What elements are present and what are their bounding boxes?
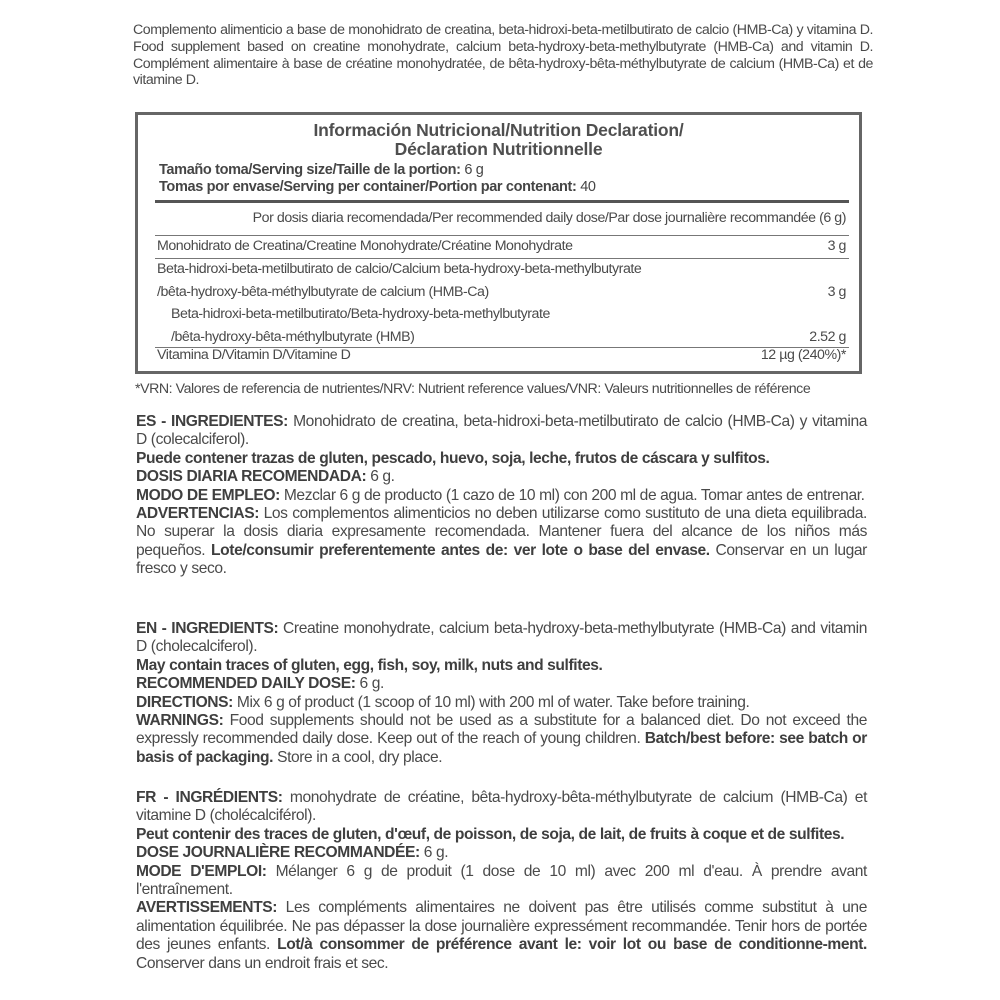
- nutrition-row-hmb-ca: [157, 258, 846, 304]
- es-warnings-label: ADVERTENCIAS:: [136, 505, 260, 523]
- es-allergens: Puede contener trazas de gluten, pescado, huevo, soja, leche, frutos de cáscara y sulfitos.: [136, 449, 770, 467]
- fr-ingredients-text: monohydrate de créatine, bêta-hydroxy-bêta-méthylbutyrate de calcium (HMB-Ca) et vitamine D (cholécalciférol).: [136, 789, 867, 825]
- es-storage-text: Conservar en un lugar fresco y seco.: [136, 541, 867, 578]
- fr-usage-text: Mélanger 6 g de produit (1 dose de 10 ml) avec 200 ml d'eau. À prendre avant l'entraînement.: [136, 862, 867, 899]
- en-storage-text: Store in a cool, dry place.: [277, 748, 443, 766]
- nutrient-label-line2: /bêta-hydroxy-bêta-méthylbutyrate (HMB): [171, 329, 415, 345]
- fr-warnings-label: AVERTISSEMENTS:: [136, 899, 277, 917]
- section-fr: [136, 789, 867, 973]
- serving-info: [159, 162, 596, 196]
- nutrient-amount: 12 µg (240%)*: [760, 347, 846, 363]
- fr-warnings-text: Les compléments alimentaires ne doivent pas être utilisés comme substitut à une alimentation équilibrée. Ne pas dépasser la dose journalière expressément recommandée. Tenir hors de portée des jeunes enfants.: [136, 899, 867, 954]
- en-ingredients-text: Creatine monohydrate, calcium beta-hydroxy-beta-methylbutyrate (HMB-Ca) and vitamin D (cholecalciferol).: [136, 620, 867, 656]
- serving-size-value: 6 g: [464, 162, 484, 178]
- fr-dose-text: 6 g.: [423, 844, 449, 862]
- fr-usage-label: MODE D'EMPLOI:: [136, 862, 267, 880]
- per-dose-header: Por dosis diaria recomendada/Per recommended daily dose/Par dose journalière recommandée (6 g): [252, 210, 846, 226]
- es-usage-label: MODO DE EMPLEO:: [136, 486, 280, 504]
- nrv-footnote: *VRN: Valores de referencia de nutrientes/NRV: Nutrient reference values/VNR: Valeurs nutritionnelles de référence: [135, 381, 811, 397]
- servings-per-container-value: 40: [580, 179, 596, 195]
- servings-per-container-label: Tomas por envase/Serving per container/Portion par contenant:: [159, 179, 577, 195]
- serving-size-label: Tamaño toma/Serving size/Taille de la portion:: [159, 162, 461, 178]
- fr-batch-label: Lot/à consommer de préférence avant le: voir lot ou base de conditionne-ment.: [277, 936, 867, 954]
- fr-allergens: Peut contenir des traces de gluten, d'œuf, de poisson, de soja, de lait, de fruits à coque et de sulfites.: [136, 825, 845, 843]
- en-directions-label: DIRECTIONS:: [136, 693, 233, 711]
- en-dose-label: RECOMMENDED DAILY DOSE:: [136, 675, 356, 693]
- en-allergens: May contain traces of gluten, egg, fish, soy, milk, nuts and sulfites.: [136, 656, 603, 674]
- nutrition-title: [138, 121, 859, 159]
- es-ingredients-text: Monohidrato de creatina, beta-hidroxi-beta-metilbutirato de calcio (HMB-Ca) y vitamina D (colecalciferol).: [136, 413, 867, 449]
- nutrient-label: Vitamina D/Vitamin D/Vitamine D: [157, 347, 351, 363]
- en-batch-label: Batch/best before: see batch or basis of packaging.: [136, 730, 867, 766]
- nutrient-label-line1: Beta-hidroxi-beta-metilbutirato de calcio/Calcium beta-hydroxy-beta-methylbutyrate: [157, 261, 642, 277]
- en-ingredients-label: EN - INGREDIENTS:: [136, 620, 279, 637]
- section-en: [136, 620, 867, 767]
- es-warnings-text: Los complementos alimenticios no deben utilizarse como sustituto de una dieta equilibrada. No superar la dosis diaria expresamente recomendada. Mantener fuera del alcance de los niños más pequeños.: [136, 505, 867, 559]
- section-es: [136, 413, 867, 579]
- en-directions-text: Mix 6 g of product (1 scoop of 10 ml) with 200 ml of water. Take before training.: [236, 693, 750, 711]
- en-dose-text: 6 g.: [359, 675, 384, 693]
- nutrient-label-line1: Beta-hidroxi-beta-metilbutirato/Beta-hydroxy-beta-methylbutyrate: [171, 306, 550, 322]
- en-warnings-label: WARNINGS:: [136, 712, 224, 730]
- en-warnings-text: Food supplements should not be used as a substitute for a balanced diet. Do not exceed the expressly recommended daily dose. Keep out of the reach of young children.: [136, 712, 867, 748]
- fr-dose-label: DOSE JOURNALIÈRE RECOMMANDÉE:: [136, 844, 420, 862]
- nutrition-title-line2: Déclaration Nutritionnelle: [394, 139, 603, 159]
- thick-divider: [155, 200, 849, 203]
- nutrient-amount: 3 g: [827, 284, 846, 300]
- fr-storage-text: Conserver dans un endroit frais et sec.: [136, 954, 389, 972]
- nutrition-title-line1: Información Nutricional/Nutrition Declaration/: [313, 120, 684, 140]
- es-ingredients-label: ES - INGREDIENTES:: [136, 413, 288, 430]
- nutrient-amount: 3 g: [827, 238, 846, 254]
- nutrient-amount: 2.52 g: [809, 329, 846, 345]
- nutrient-label-line2: /bêta-hydroxy-bêta-méthylbutyrate de calcium (HMB-Ca): [157, 284, 489, 300]
- fr-ingredients-label: FR - INGRÉDIENTS:: [136, 789, 283, 806]
- es-dose-text: 6 g.: [370, 468, 395, 486]
- intro-text: Complemento alimenticio a base de monohidrato de creatina, beta-hidroxi-beta-metilbutirato de calcio (HMB-Ca) y vitamina D. Food supplement based on creatine monohydrate, calcium beta-hydroxy-beta-methylbutyrate (HMB-Ca) and vitamin D. Complément alimentaire à base de créatine monohydratée, de bêta-hydroxy-bêta-méthylbutyrate de calcium (HMB-Ca) et de vitamine D.: [133, 22, 873, 89]
- nutrition-table: [135, 112, 862, 374]
- es-usage-text: Mezclar 6 g de producto (1 cazo de 10 ml) con 200 ml de agua. Tomar antes de entrenar.: [283, 486, 865, 504]
- nutrient-label: Monohidrato de Creatina/Creatine Monohydrate/Créatine Monohydrate: [157, 238, 573, 254]
- nutrition-row-hmb: [157, 303, 846, 349]
- es-batch-label: Lote/consumir preferentemente antes de: ver lote o base del envase.: [211, 541, 710, 559]
- es-dose-label: DOSIS DIARIA RECOMENDADA:: [136, 468, 367, 486]
